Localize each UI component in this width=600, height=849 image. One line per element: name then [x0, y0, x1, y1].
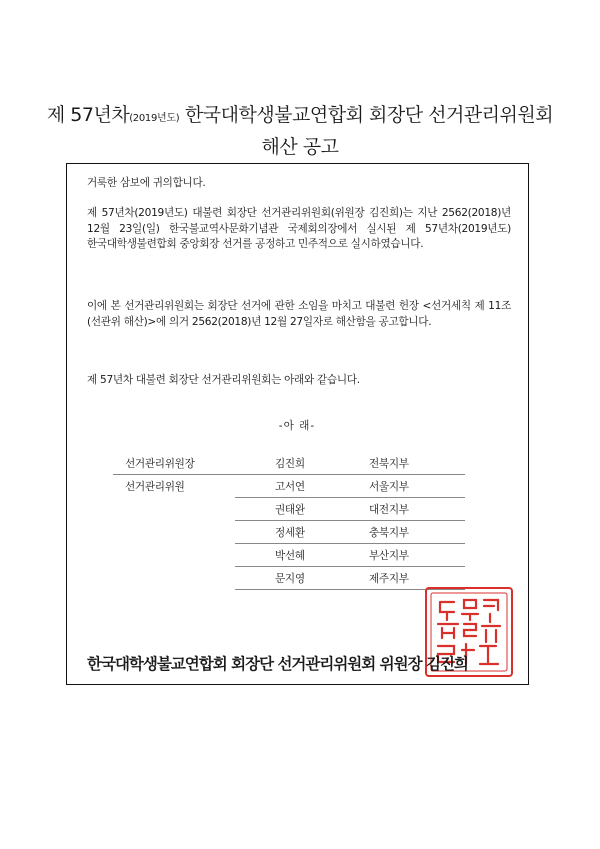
title-part2: 한국대학생불교연합회 회장단 선거관리위원회 [179, 104, 554, 126]
member-region: 대전지부 [369, 504, 409, 516]
member-name: 김진희 [275, 458, 305, 470]
member-role: 선거관리위원장 [125, 458, 195, 470]
member-name: 고서연 [275, 481, 305, 493]
member-region: 전북지부 [369, 458, 409, 470]
paragraph-election: 제 57년차(2019년도) 대불련 회장단 선거관리위원회(위원장 김진희)는 지난 2562(2018)년 12월 23일(일) 한국불교역사문화기념관 국제회의장에서 실시된 제 57년차(2019년도) 한국대학생불련합회 중앙회장 선거를 공정하고 민주적으로 실시하였습니다. [87, 207, 511, 251]
roster-row [113, 452, 465, 475]
roster-row [113, 567, 465, 590]
roster-row [113, 475, 465, 498]
member-name: 박선혜 [275, 550, 305, 562]
member-name: 문지영 [275, 573, 305, 585]
paragraph-dissolution: 이에 본 선거관리위원회는 회장단 선거에 관한 소임을 마치고 대불련 헌장 <선거세칙 제 11조(선관위 해산)>에 의거 2562(2018)년 12월 27일자로 해산함을 공고합니다. [87, 300, 511, 328]
member-region: 제주지부 [369, 573, 409, 585]
roster-row [113, 498, 465, 521]
member-role: 선거관리위원 [125, 481, 185, 493]
member-name: 정세환 [275, 527, 305, 539]
below-label: -아 래- [278, 420, 316, 432]
paragraph-members-intro: 제 57년차 대불련 회장단 선거관리위원회는 아래와 같습니다. [87, 374, 360, 386]
greeting-text: 거룩한 삼보에 귀의합니다. [87, 177, 206, 189]
signature-line: 한국대학생불교연합회 회장단 선거관리위원회 위원장 김진희 [87, 655, 468, 673]
roster-row [113, 544, 465, 567]
document-title [0, 100, 600, 127]
member-roster [113, 452, 465, 590]
member-region: 충북지부 [369, 527, 409, 539]
roster-row [113, 521, 465, 544]
document-subtitle: 해산 공고 [261, 136, 339, 158]
member-region: 부산지부 [369, 550, 409, 562]
member-name: 권태완 [275, 504, 305, 516]
notice-box [66, 163, 529, 685]
title-part1: 제 57년차 [46, 104, 130, 126]
title-year: (2019년도) [129, 113, 180, 124]
member-region: 서울지부 [369, 481, 409, 493]
